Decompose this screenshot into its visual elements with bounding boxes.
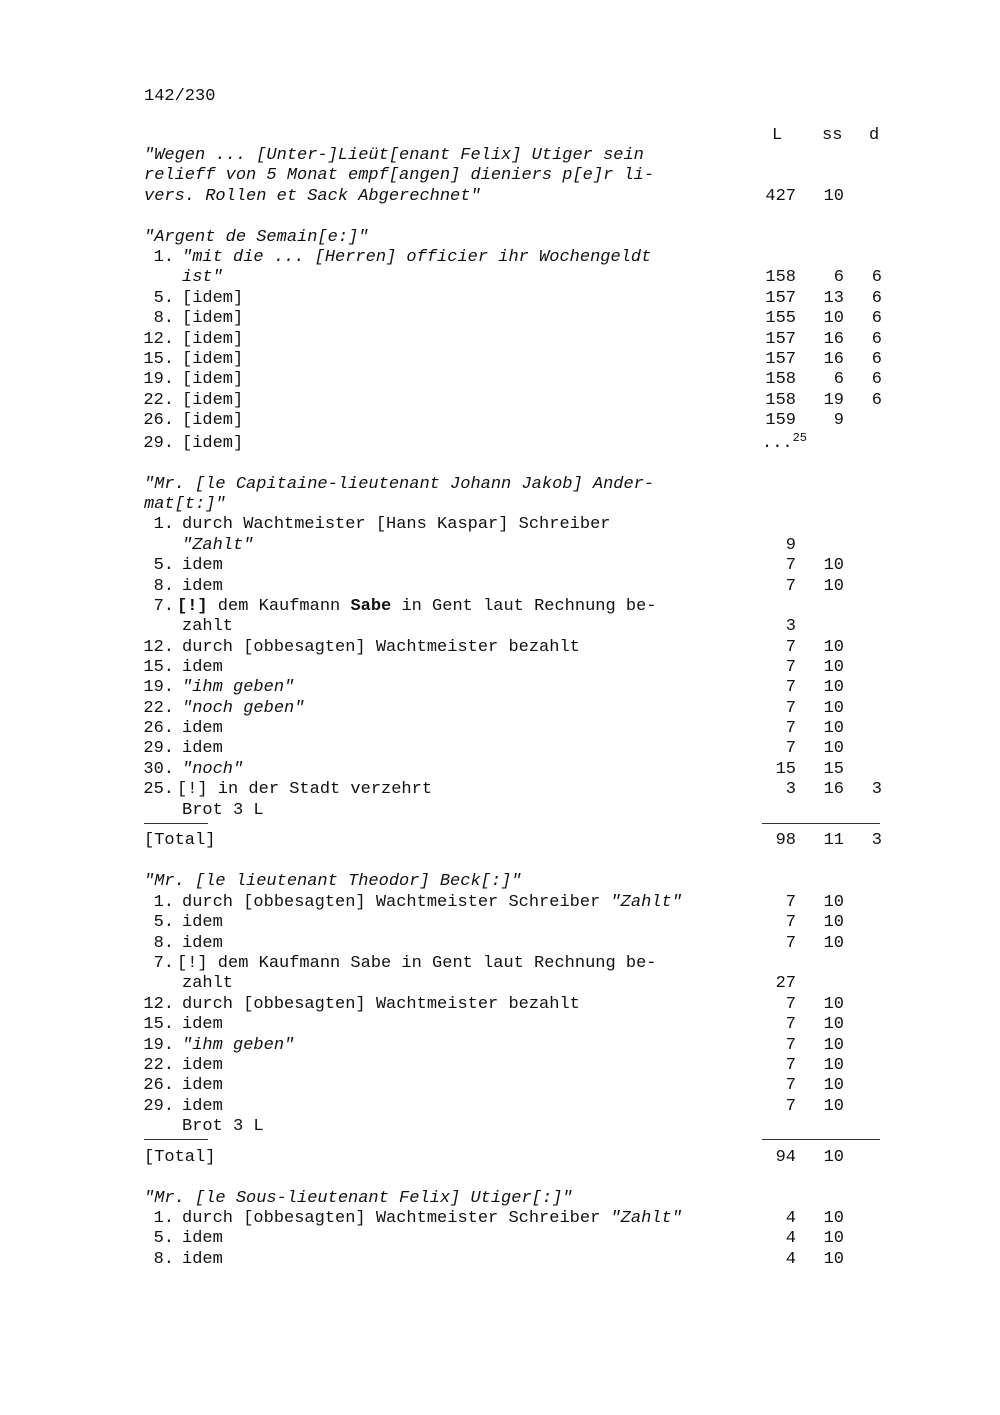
entry-text: idem xyxy=(182,1250,223,1269)
amount-ss: 10 xyxy=(823,1229,844,1248)
amount-ss: 16 xyxy=(823,330,844,349)
entry-text: idem xyxy=(182,739,223,758)
amount-l: 7 xyxy=(785,658,796,677)
amount-l: 157 xyxy=(765,330,796,349)
entry-number: 1. xyxy=(153,893,174,912)
entry-number: 15. xyxy=(143,1015,174,1034)
amount-ss: 10 xyxy=(823,1036,844,1055)
entry-number: 5. xyxy=(153,913,174,932)
amount-d: 6 xyxy=(871,370,882,389)
total-l: 98 xyxy=(775,831,796,850)
entry-text: idem xyxy=(182,577,223,596)
ellipsis-amount: ...$^{25}$ xyxy=(762,431,808,453)
wegen-line-1: "Wegen ... [Unter-]Lieüt[enant Felix] Utiger sein xyxy=(144,146,644,165)
entry-number: 22. xyxy=(143,1056,174,1075)
amount-d: 6 xyxy=(871,391,882,410)
amount-d: 6 xyxy=(871,330,882,349)
total-l: 94 xyxy=(775,1148,796,1167)
amount-ss: 10 xyxy=(823,1209,844,1228)
amount-l: 7 xyxy=(785,934,796,953)
total-d: 3 xyxy=(871,831,882,850)
entry-number: 5. xyxy=(153,556,174,575)
entry-text: "ihm geben" xyxy=(182,1036,295,1055)
entry-text: idem xyxy=(182,1076,223,1095)
entry-number: 22. xyxy=(143,699,174,718)
entry-number: 12. xyxy=(143,638,174,657)
amount-l: 4 xyxy=(785,1209,796,1228)
entry-text: idem xyxy=(182,658,223,677)
entry-text: "noch geben" xyxy=(182,699,305,718)
amount-l: 155 xyxy=(765,309,796,328)
page-reference: 142/230 xyxy=(144,87,216,106)
amount-l: 7 xyxy=(785,699,796,718)
entry-text: idem xyxy=(182,1015,223,1034)
entry-text: idem xyxy=(182,1229,223,1248)
amount-l: 3 xyxy=(785,780,796,799)
entry-number: 8. xyxy=(153,934,174,953)
amount-l: 7 xyxy=(785,913,796,932)
amount-l: 158 xyxy=(765,391,796,410)
entry-number: 29. xyxy=(143,739,174,758)
entry-text: [idem] xyxy=(182,350,244,369)
amount-l: 9 xyxy=(785,536,796,555)
entry-number: 12. xyxy=(143,995,174,1014)
entry-number: 7. xyxy=(153,597,174,616)
amount-ss: 10 xyxy=(823,658,844,677)
amount-ss: 19 xyxy=(823,391,844,410)
divider xyxy=(144,1139,208,1140)
merchant-name: Sabe xyxy=(350,597,392,616)
total-ss: 10 xyxy=(823,1148,844,1167)
amount-ss: 10 xyxy=(823,699,844,718)
entry-text: durch [obbesagten] Wachtmeister bezahlt xyxy=(182,638,580,657)
entry-text-continued: zahlt xyxy=(182,617,234,636)
entry-text: [idem] xyxy=(182,434,244,453)
entry-number: 15. xyxy=(143,658,174,677)
amount-ss: 6 xyxy=(833,370,844,389)
entry-number: 19. xyxy=(143,1036,174,1055)
brot-note: Brot 3 L xyxy=(182,1117,264,1136)
entry-text: [idem] xyxy=(182,391,244,410)
amount-l: 7 xyxy=(785,1056,796,1075)
amount-ss: 16 xyxy=(823,780,844,799)
amount-ss: 15 xyxy=(823,760,844,779)
entry-number: 22. xyxy=(143,391,174,410)
entry-text: durch [obbesagten] Wachtmeister Schreiber "Zahlt" xyxy=(182,893,682,912)
amount-ss: 10 xyxy=(823,1015,844,1034)
amount-l: 7 xyxy=(785,995,796,1014)
amount-l: 7 xyxy=(785,556,796,575)
entry-number: 29. xyxy=(143,1097,174,1116)
entry-text: idem xyxy=(182,1056,223,1075)
entry-text: [idem] xyxy=(182,309,244,328)
amount-l: 7 xyxy=(785,638,796,657)
total-ss: 11 xyxy=(823,831,844,850)
argent-heading: "Argent de Semain[e:]" xyxy=(144,228,369,247)
entry-number: 12. xyxy=(143,330,174,349)
wegen-line-2: relieff von 5 Monat empf[angen] dieniers p[e]r li- xyxy=(144,166,655,185)
entry-number: 8. xyxy=(153,309,174,328)
entry-text: [!] dem Kaufmann Sabe in Gent laut Rechnung be- xyxy=(177,954,657,973)
amount-l: 7 xyxy=(785,739,796,758)
wegen-amount-l: 427 xyxy=(765,187,796,206)
amount-l: 4 xyxy=(785,1250,796,1269)
amount-d: 6 xyxy=(871,350,882,369)
amount-ss: 9 xyxy=(833,411,844,430)
amount-ss: 10 xyxy=(823,719,844,738)
amount-ss: 10 xyxy=(823,913,844,932)
argent-first-line-1: "mit die ... [Herren] officier ihr Wochengeldt xyxy=(182,248,652,267)
entry-text: [idem] xyxy=(182,411,244,430)
entry-number: 29. xyxy=(143,434,174,453)
entry-text: "noch" xyxy=(182,760,244,779)
amount-ss: 10 xyxy=(823,995,844,1014)
entry-number: 26. xyxy=(143,1076,174,1095)
entry-text: [idem] xyxy=(182,370,244,389)
utiger-heading: "Mr. [le Sous-lieutenant Felix] Utiger[:]" xyxy=(144,1189,573,1208)
entry-text: [idem] xyxy=(182,289,244,308)
entry-number: 1. xyxy=(153,515,174,534)
amount-l: 7 xyxy=(785,719,796,738)
amount-l: 157 xyxy=(765,289,796,308)
amount-l: 7 xyxy=(785,1097,796,1116)
entry-text: durch [obbesagten] Wachtmeister bezahlt xyxy=(182,995,580,1014)
footnote-marker: 25 xyxy=(792,431,808,445)
andermatt-heading-2: mat[t:]" xyxy=(144,495,226,514)
andermatt-heading-1: "Mr. [le Capitaine-lieutenant Johann Jakob] Ander- xyxy=(144,475,655,494)
amount-l: 3 xyxy=(785,617,796,636)
amount-ss: 10 xyxy=(823,638,844,657)
entry-number: 1. xyxy=(153,1209,174,1228)
entry-text: idem xyxy=(182,1097,223,1116)
amount-l: 27 xyxy=(775,974,796,993)
column-header-ss: ss xyxy=(822,126,843,145)
amount-ss: 16 xyxy=(823,350,844,369)
sum-divider xyxy=(762,823,880,824)
amount-ss: 10 xyxy=(823,1056,844,1075)
entry-number: 8. xyxy=(153,577,174,596)
amount-l: 7 xyxy=(785,893,796,912)
entry-number: 5. xyxy=(153,289,174,308)
total-label: [Total] xyxy=(144,831,216,850)
brot-note: Brot 3 L xyxy=(182,801,264,820)
amount-d: 6 xyxy=(871,309,882,328)
entry-text: [idem] xyxy=(182,330,244,349)
entry-text-continued: "Zahlt" xyxy=(182,536,254,555)
amount-l: 7 xyxy=(785,577,796,596)
amount-l: 7 xyxy=(785,1015,796,1034)
amount-ss: 10 xyxy=(823,678,844,697)
amount-d: 3 xyxy=(871,780,882,799)
entry-number: 25. xyxy=(143,780,174,799)
entry-text: idem xyxy=(182,556,223,575)
amount-ss: 10 xyxy=(823,577,844,596)
amount-ss: 10 xyxy=(823,309,844,328)
sum-divider xyxy=(762,1139,880,1140)
amount-l: 4 xyxy=(785,1229,796,1248)
entry-text: idem xyxy=(182,913,223,932)
total-label: [Total] xyxy=(144,1148,216,1167)
divider xyxy=(144,823,208,824)
entry-number: 19. xyxy=(143,678,174,697)
amount-d: 6 xyxy=(871,289,882,308)
entry-number: 15. xyxy=(143,350,174,369)
entry-number: 26. xyxy=(143,719,174,738)
amount-ss: 13 xyxy=(823,289,844,308)
entry-text: [!] dem Kaufmann Sabe in Gent laut Rechnung be- xyxy=(177,597,657,616)
amount-ss: 10 xyxy=(823,893,844,912)
entry-text: idem xyxy=(182,719,223,738)
entry-text: [!] in der Stadt verzehrt xyxy=(177,780,433,799)
entry-number: 5. xyxy=(153,1229,174,1248)
amount-l: 7 xyxy=(785,1036,796,1055)
argent-first-line-2: ist" xyxy=(182,268,223,287)
entry-number: 19. xyxy=(143,370,174,389)
beck-heading: "Mr. [le lieutenant Theodor] Beck[:]" xyxy=(144,872,522,891)
column-header-l: L xyxy=(772,126,783,145)
amount-ss: 6 xyxy=(833,268,844,287)
entry-text: durch Wachtmeister [Hans Kaspar] Schreiber xyxy=(182,515,611,534)
entry-number: 26. xyxy=(143,411,174,430)
amount-l: 158 xyxy=(765,370,796,389)
amount-l: 7 xyxy=(785,678,796,697)
amount-l: 157 xyxy=(765,350,796,369)
entry-text: durch [obbesagten] Wachtmeister Schreiber "Zahlt" xyxy=(182,1209,682,1228)
entry-number: 1. xyxy=(153,248,174,267)
wegen-amount-ss: 10 xyxy=(823,187,844,206)
entry-text: idem xyxy=(182,934,223,953)
entry-number: 7. xyxy=(153,954,174,973)
amount-l: 7 xyxy=(785,1076,796,1095)
entry-number: 30. xyxy=(143,760,174,779)
amount-ss: 10 xyxy=(823,739,844,758)
amount-l: 158 xyxy=(765,268,796,287)
amount-d: 6 xyxy=(871,268,882,287)
amount-ss: 10 xyxy=(823,1250,844,1269)
wegen-line-3: vers. Rollen et Sack Abgerechnet" xyxy=(144,187,481,206)
column-header-d: d xyxy=(869,126,880,145)
amount-l: 15 xyxy=(775,760,796,779)
amount-ss: 10 xyxy=(823,1097,844,1116)
entry-text: "ihm geben" xyxy=(182,678,295,697)
entry-number: 8. xyxy=(153,1250,174,1269)
entry-text-continued: zahlt xyxy=(182,974,234,993)
amount-ss: 10 xyxy=(823,556,844,575)
amount-ss: 10 xyxy=(823,1076,844,1095)
amount-ss: 10 xyxy=(823,934,844,953)
amount-l: 159 xyxy=(765,411,796,430)
